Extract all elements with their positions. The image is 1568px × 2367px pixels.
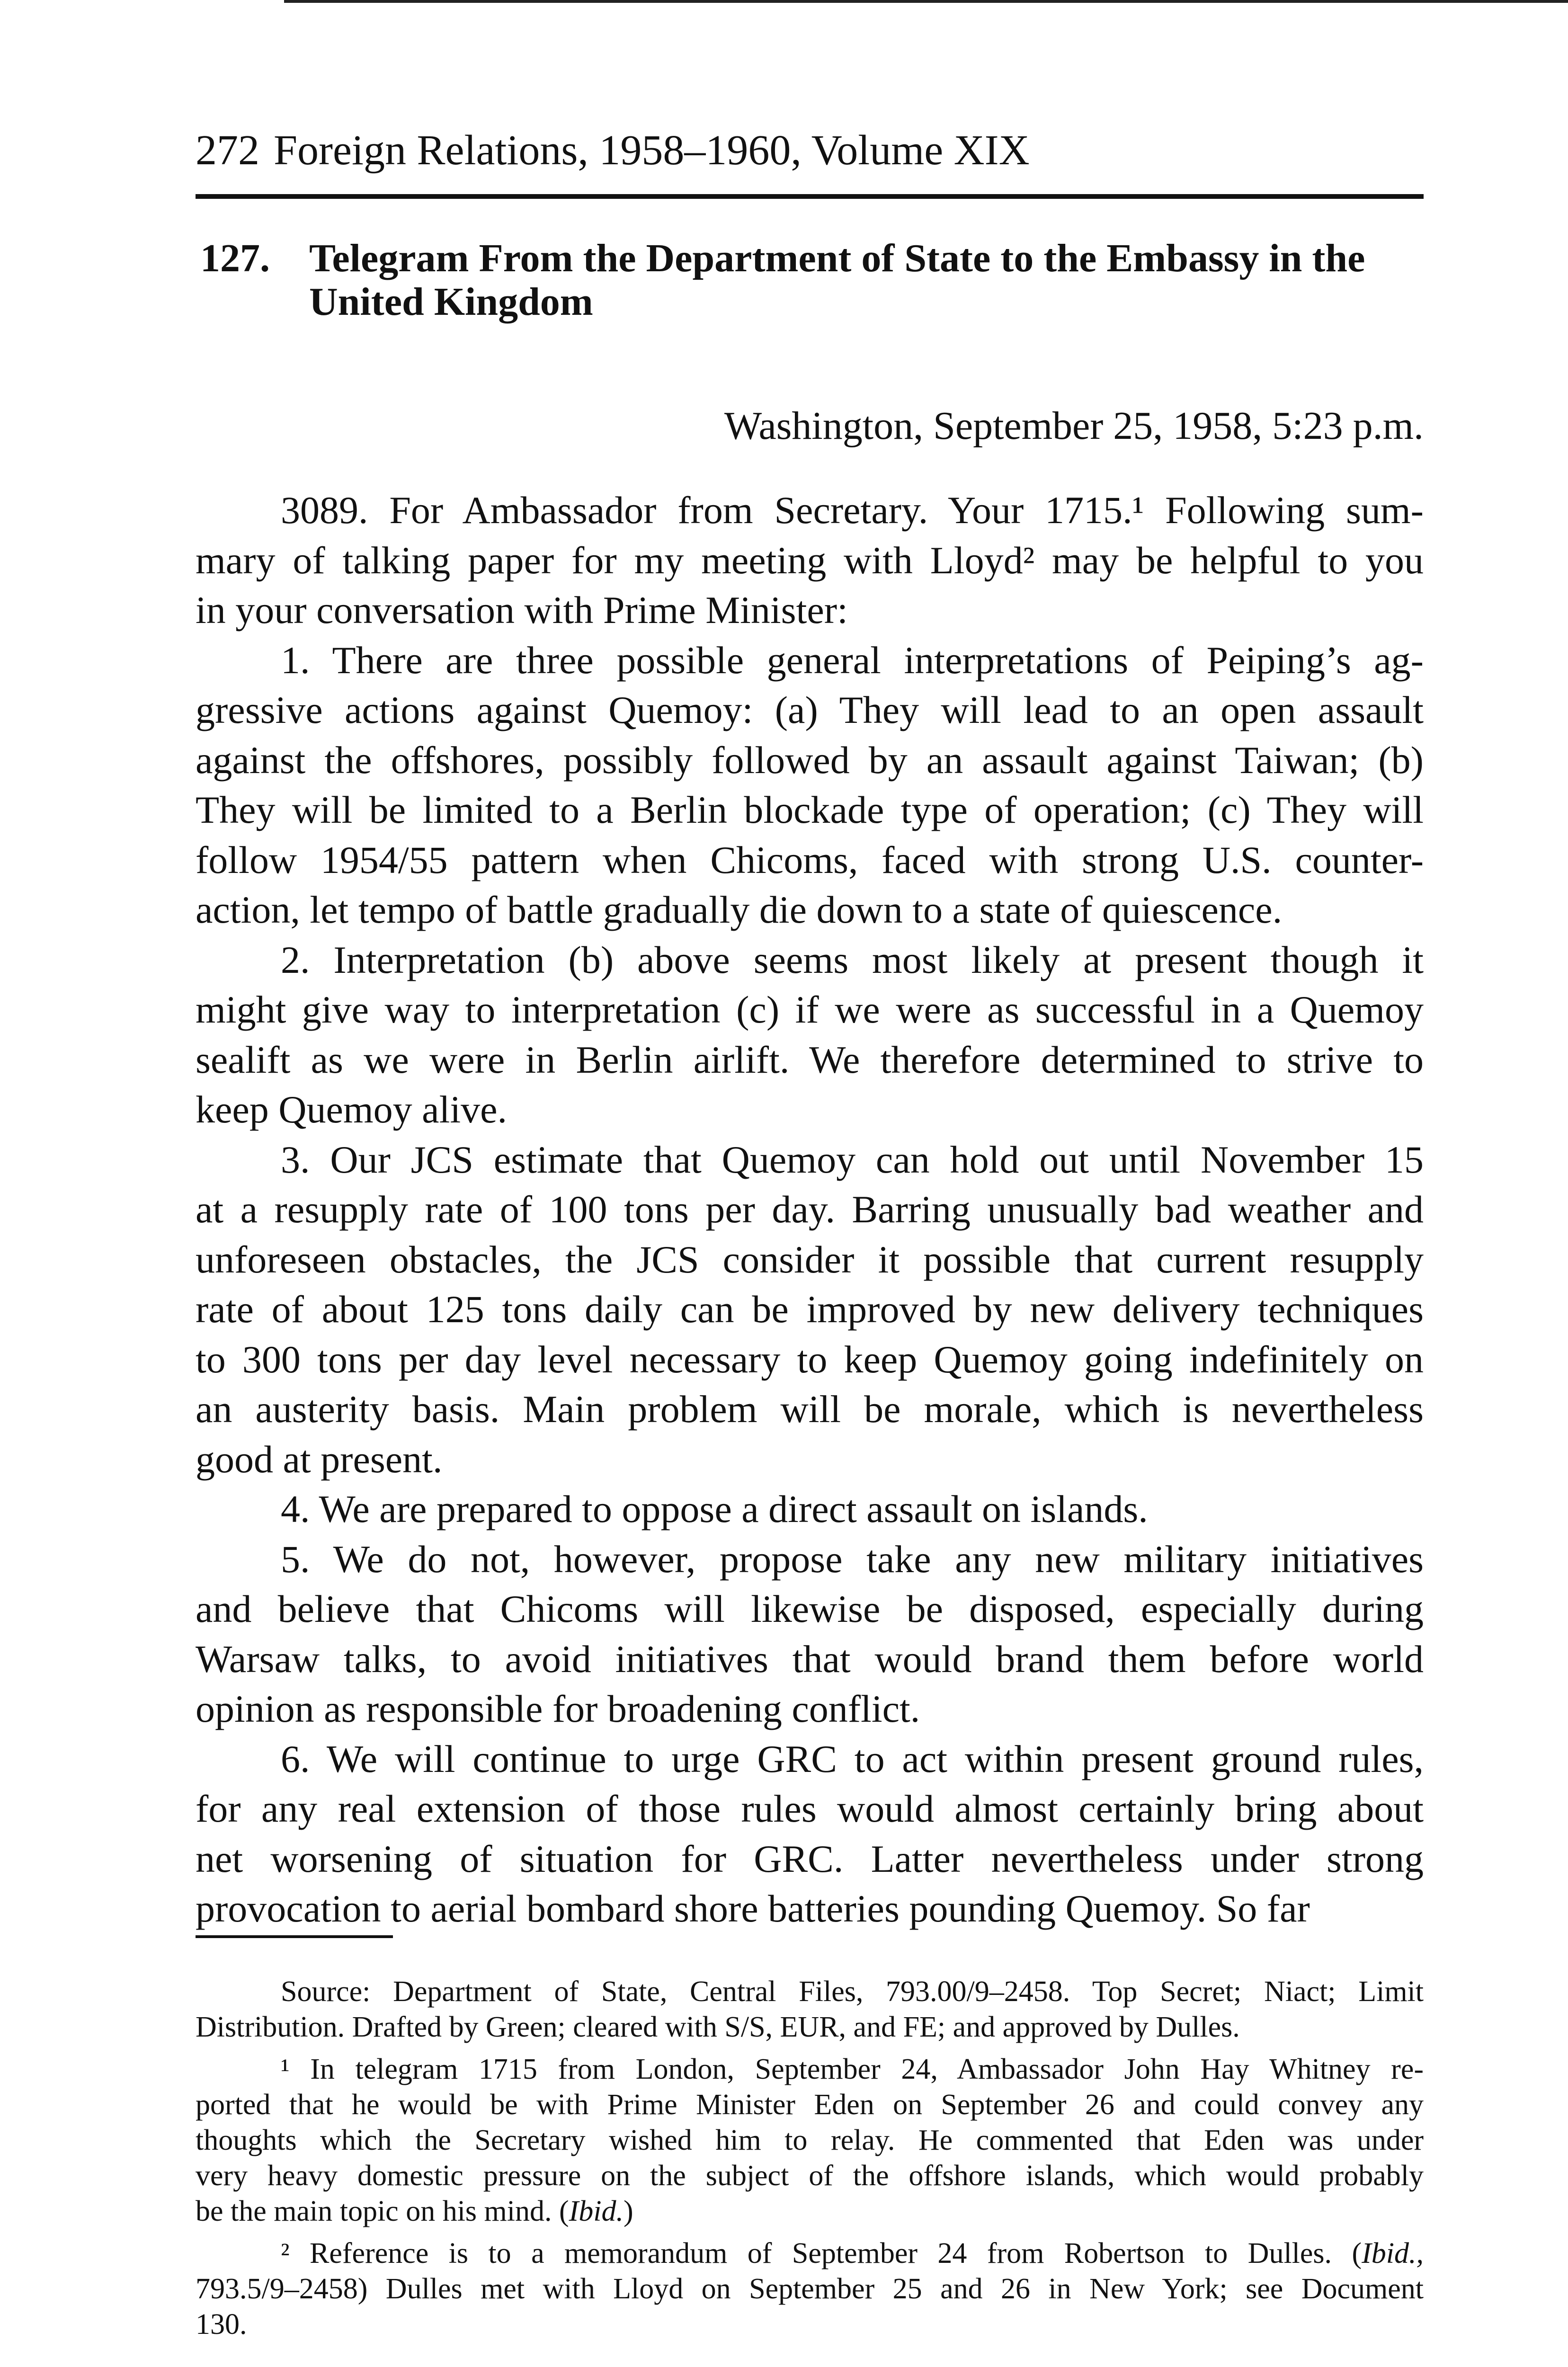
text-line: net worsening of situation for GRC. Latter nevertheless under strong [196, 1837, 1424, 1880]
text-line: 6. We will continue to urge GRC to act within present ground rules, [281, 1737, 1424, 1780]
text-line: 3. Our JCS estimate that Quemoy can hold out until November 15 [281, 1138, 1424, 1181]
text-line: 3089. For Ambassador from Secretary. Your 1715.¹ Following sum- [281, 489, 1424, 532]
text-line: unforeseen obstacles, the JCS consider it possible that current resupply [196, 1237, 1424, 1281]
text-line: follow 1954/55 pattern when Chicoms, faced with strong U.S. counter- [196, 838, 1424, 881]
page-number: 272 [196, 127, 259, 174]
title-line: United Kingdom [309, 280, 593, 324]
text-line: in your conversation with Prime Minister: [196, 588, 848, 632]
text-line: for any real extension of those rules would almost certainly bring about [196, 1787, 1424, 1830]
header-rule [196, 194, 1424, 199]
text-line: mary of talking paper for my meeting with Lloyd² may be helpful to you [196, 538, 1424, 582]
footnote-line: ² Reference is to a memorandum of September 24 from Robertson to Dulles. (Ibid., [281, 2237, 1424, 2269]
footnote [196, 1974, 1424, 2045]
footnote-rule [196, 1935, 393, 1938]
text-line: 1. There are three possible general interpretations of Peiping’s ag- [281, 638, 1424, 682]
paragraph [196, 1734, 1424, 1934]
telegram-body [196, 485, 1424, 1934]
document-title [196, 237, 1424, 324]
paragraph [196, 485, 1424, 635]
italic-citation: Ibid., [1362, 2237, 1424, 2269]
footnote-line: be the main topic on his mind. (Ibid.) [196, 2195, 633, 2227]
text-line: 5. We do not, however, propose take any new military initiatives [281, 1537, 1424, 1581]
footnote-line: thoughts which the Secretary wished him to relay. He commented that Eden was under [196, 2124, 1424, 2156]
footnote [196, 2052, 1424, 2229]
text-line: keep Quemoy alive. [196, 1088, 508, 1131]
scan-edge [284, 0, 1568, 3]
text-line: good at present. [196, 1437, 443, 1481]
document-number: 127. [200, 236, 270, 280]
text-line: Warsaw talks, to avoid initiatives that would brand them before world [196, 1637, 1424, 1681]
paragraph [196, 635, 1424, 935]
dateline: Washington, September 25, 1958, 5:23 p.m. [724, 404, 1424, 448]
text-line: 2. Interpretation (b) above seems most likely at present though it [281, 938, 1424, 981]
footnote-line: 130. [196, 2308, 247, 2340]
text-line: provocation to aerial bombard shore batteries pounding Quemoy. So far [196, 1887, 1310, 1930]
text-line: action, let tempo of battle gradually die down to a state of quiescence. [196, 888, 1283, 931]
italic-citation: Ibid. [569, 2195, 624, 2227]
footnote-line: Source: Department of State, Central Files, 793.00/9–2458. Top Secret; Niact; Limit [281, 1975, 1424, 2008]
text-line: They will be limited to a Berlin blockade type of operation; (c) They will [196, 788, 1424, 831]
text-line: gressive actions against Quemoy: (a) They will lead to an open assault [196, 688, 1424, 731]
footnote [196, 2236, 1424, 2342]
paragraph [196, 1534, 1424, 1734]
text-line: rate of about 125 tons daily can be improved by new delivery techniques [196, 1288, 1424, 1331]
volume-title: Foreign Relations, 1958–1960, Volume XIX [274, 127, 1030, 174]
text-line: to 300 tons per day level necessary to keep Quemoy going indefinitely on [196, 1337, 1424, 1381]
paragraph [196, 1135, 1424, 1485]
footnote-line: Distribution. Drafted by Green; cleared with S/S, EUR, and FE; and approved by Dulles. [196, 2011, 1240, 2043]
text-line: an austerity basis. Main problem will be morale, which is nevertheless [196, 1388, 1424, 1431]
footnote-line: ported that he would be with Prime Minister Eden on September 26 and could convey any [196, 2089, 1424, 2121]
title-line: Telegram From the Department of State to the Embassy in the [309, 236, 1365, 280]
text-line: against the offshores, possibly followed by an assault against Taiwan; (b) [196, 738, 1424, 782]
text-line: opinion as responsible for broadening conflict. [196, 1687, 920, 1730]
text-line: 4. We are prepared to oppose a direct assault on islands. [281, 1487, 1148, 1531]
paragraph [196, 935, 1424, 1135]
footnote-line: very heavy domestic pressure on the subject of the offshore islands, which would probably [196, 2160, 1424, 2192]
running-head [196, 127, 1030, 174]
footnotes [196, 1974, 1424, 2342]
text-line: sealift as we were in Berlin airlift. We therefore determined to strive to [196, 1038, 1424, 1081]
paragraph [196, 1484, 1424, 1534]
footnote-line: ¹ In telegram 1715 from London, September 24, Ambassador John Hay Whitney re- [281, 2053, 1424, 2085]
footnote-line: 793.5/9–2458) Dulles met with Lloyd on September 25 and 26 in New York; see Document [196, 2273, 1424, 2305]
text-line: and believe that Chicoms will likewise be disposed, especially during [196, 1587, 1424, 1630]
text-line: might give way to interpretation (c) if we were as successful in a Quemoy [196, 988, 1424, 1031]
text-line: at a resupply rate of 100 tons per day. Barring unusually bad weather and [196, 1188, 1424, 1231]
